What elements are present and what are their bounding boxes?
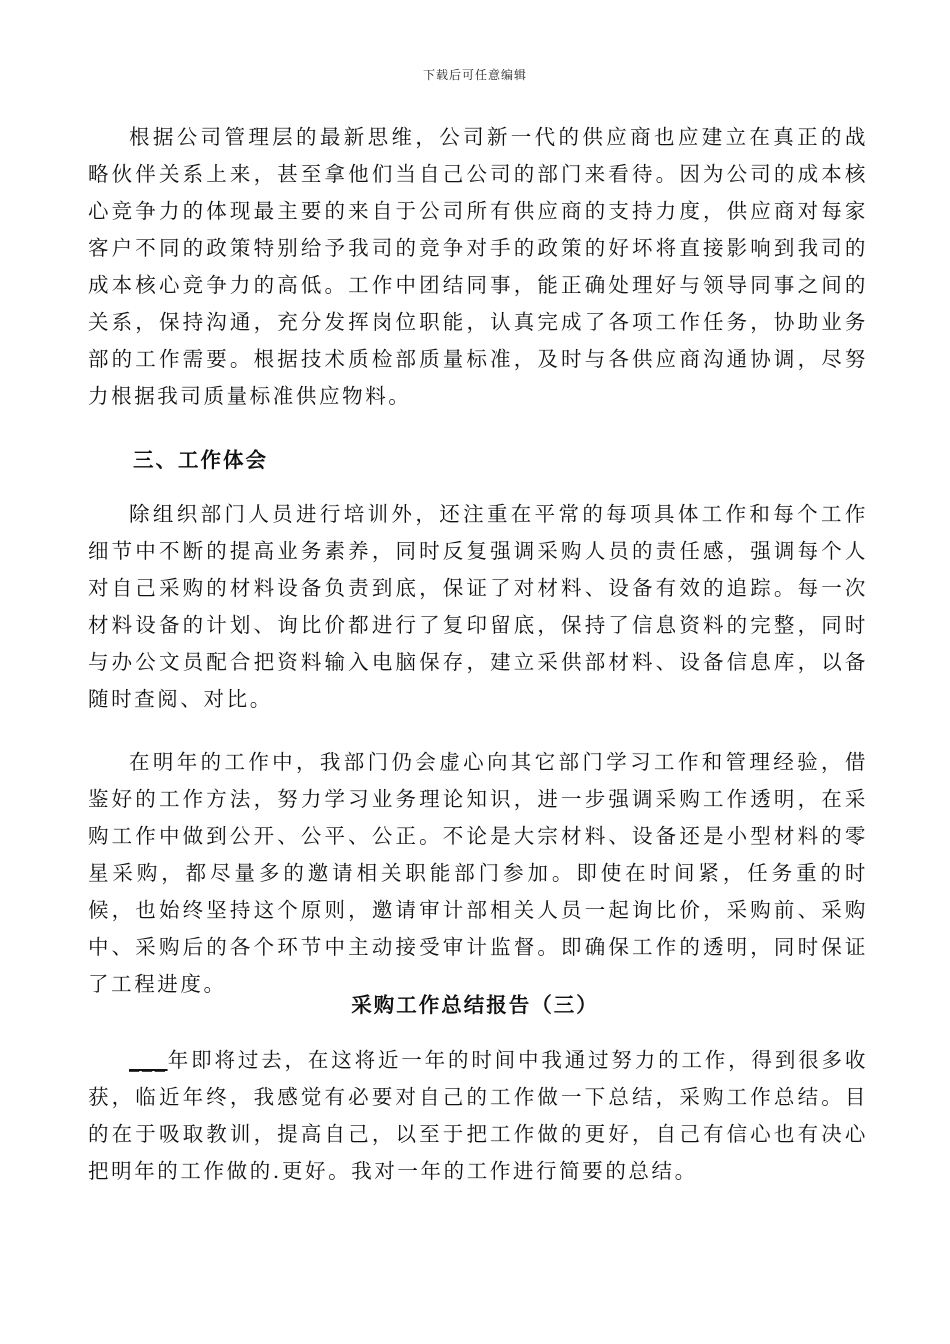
paragraph-next-year: 在明年的工作中，我部门仍会虚心向其它部门学习工作和管理经验，借鉴好的工作方法，努力学习业务理论知识，进一步强调采购工作透明，在采购工作中做到公开、公平、公正。不论是大宗材料、设备还是小型材料的零星采购，都尽量多的邀请相关职能部门参加。即使在时间紧，任务重的时候，也始终坚持这个原则，邀请审计部相关人员一起询比价，采购前、采购中、采购后的各个环节中主动接受审计监督。即确保工作的透明，同时保证了工程进度。 [88, 750, 868, 996]
paragraph-year-summary-text: 年即将过去，在这将近一年的时间中我通过努力的工作，得到很多收获，临近年终，我感觉有必要对自己的工作做一下总结，采购工作总结。目的在于吸取教训，提高自己，以至于把工作做的更好，自己有信心也有决心把明年的工作做的.更好。我对一年的工作进行简要的总结。 [88, 1048, 868, 1183]
report-title: 采购工作总结报告（三） [351, 993, 599, 1017]
paragraph-training: 除组织部门人员进行培训外，还注重在平常的每项具体工作和每个工作细节中不断的提高业务素养，同时反复强调采购人员的责任感，强调每个人对自己采购的材料设备负责到底，保证了对材料、设备有效的追踪。每一次材料设备的计划、询比价都进行了复印留底，保持了信息资料的完整，同时与办公文员配合把资料输入电脑保存，建立采供部材料、设备信息库，以备随时查阅、对比。 [88, 502, 868, 711]
paragraph-supplier-strategy: 根据公司管理层的最新思维，公司新一代的供应商也应建立在真正的战略伙伴关系上来，甚至拿他们当自己公司的部门来看待。因为公司的成本核心竞争力的体现最主要的来自于公司所有供应商的支持力度，供应商对每家客户不同的政策特别给予我司的竞争对手的政策的好坏将直接影响到我司的成本核心竞争力的高低。工作中团结同事，能正确处理好与领导同事之间的关系，保持沟通，充分发挥岗位职能，认真完成了各项工作任务，协助业务部的工作需要。根据技术质检部质量标准，及时与各供应商沟通协调，尽努力根据我司质量标准供应物料。 [88, 125, 868, 408]
paragraph-year-summary [88, 1042, 868, 1190]
year-blank: ___ [129, 1048, 168, 1072]
running-header: 下载后可任意编辑 [422, 68, 527, 82]
section-heading-work-experience: 三、工作体会 [133, 448, 268, 472]
